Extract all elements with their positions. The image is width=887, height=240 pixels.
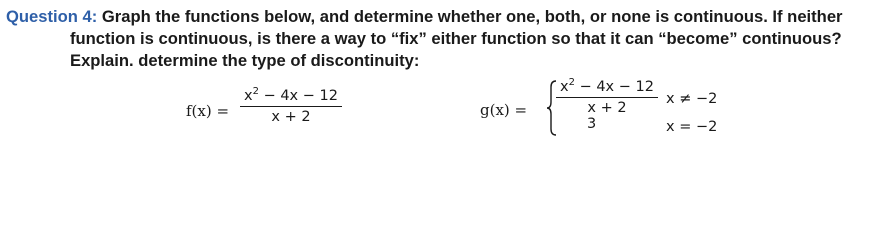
f-lhs: f(x) = — [186, 102, 230, 120]
g-condition-2: x = −2 — [666, 119, 718, 135]
question-line-3: Explain. determine the type of discontinuity: — [70, 51, 420, 70]
f-numerator: $x^2 - 4x - 12$ — [244, 86, 338, 104]
g-lhs: g(x) = — [480, 101, 528, 119]
g-denominator: x + 2 — [587, 100, 627, 117]
g-numerator: $x^2 - 4x - 12$ — [560, 77, 654, 95]
f-denominator: x + 2 — [271, 109, 311, 126]
question-line-1-text: Graph the functions below, and determine whether one, both, or none is continuous. If neither — [97, 7, 843, 26]
question-text — [6, 6, 880, 72]
g-condition-1: x ≠ −2 — [666, 91, 718, 107]
function-g — [480, 79, 740, 139]
question-line-1 — [6, 6, 880, 28]
g-value-case-2: 3 — [587, 116, 597, 132]
g-fraction — [556, 79, 658, 116]
f-fraction — [240, 88, 342, 125]
f-fraction-bar — [240, 106, 342, 107]
question-label: Question 4: — [6, 7, 98, 26]
question-line-2: function is continuous, is there a way to “fix” either function so that it can “become” continuous? — [70, 29, 842, 48]
g-fraction-bar — [556, 97, 658, 98]
